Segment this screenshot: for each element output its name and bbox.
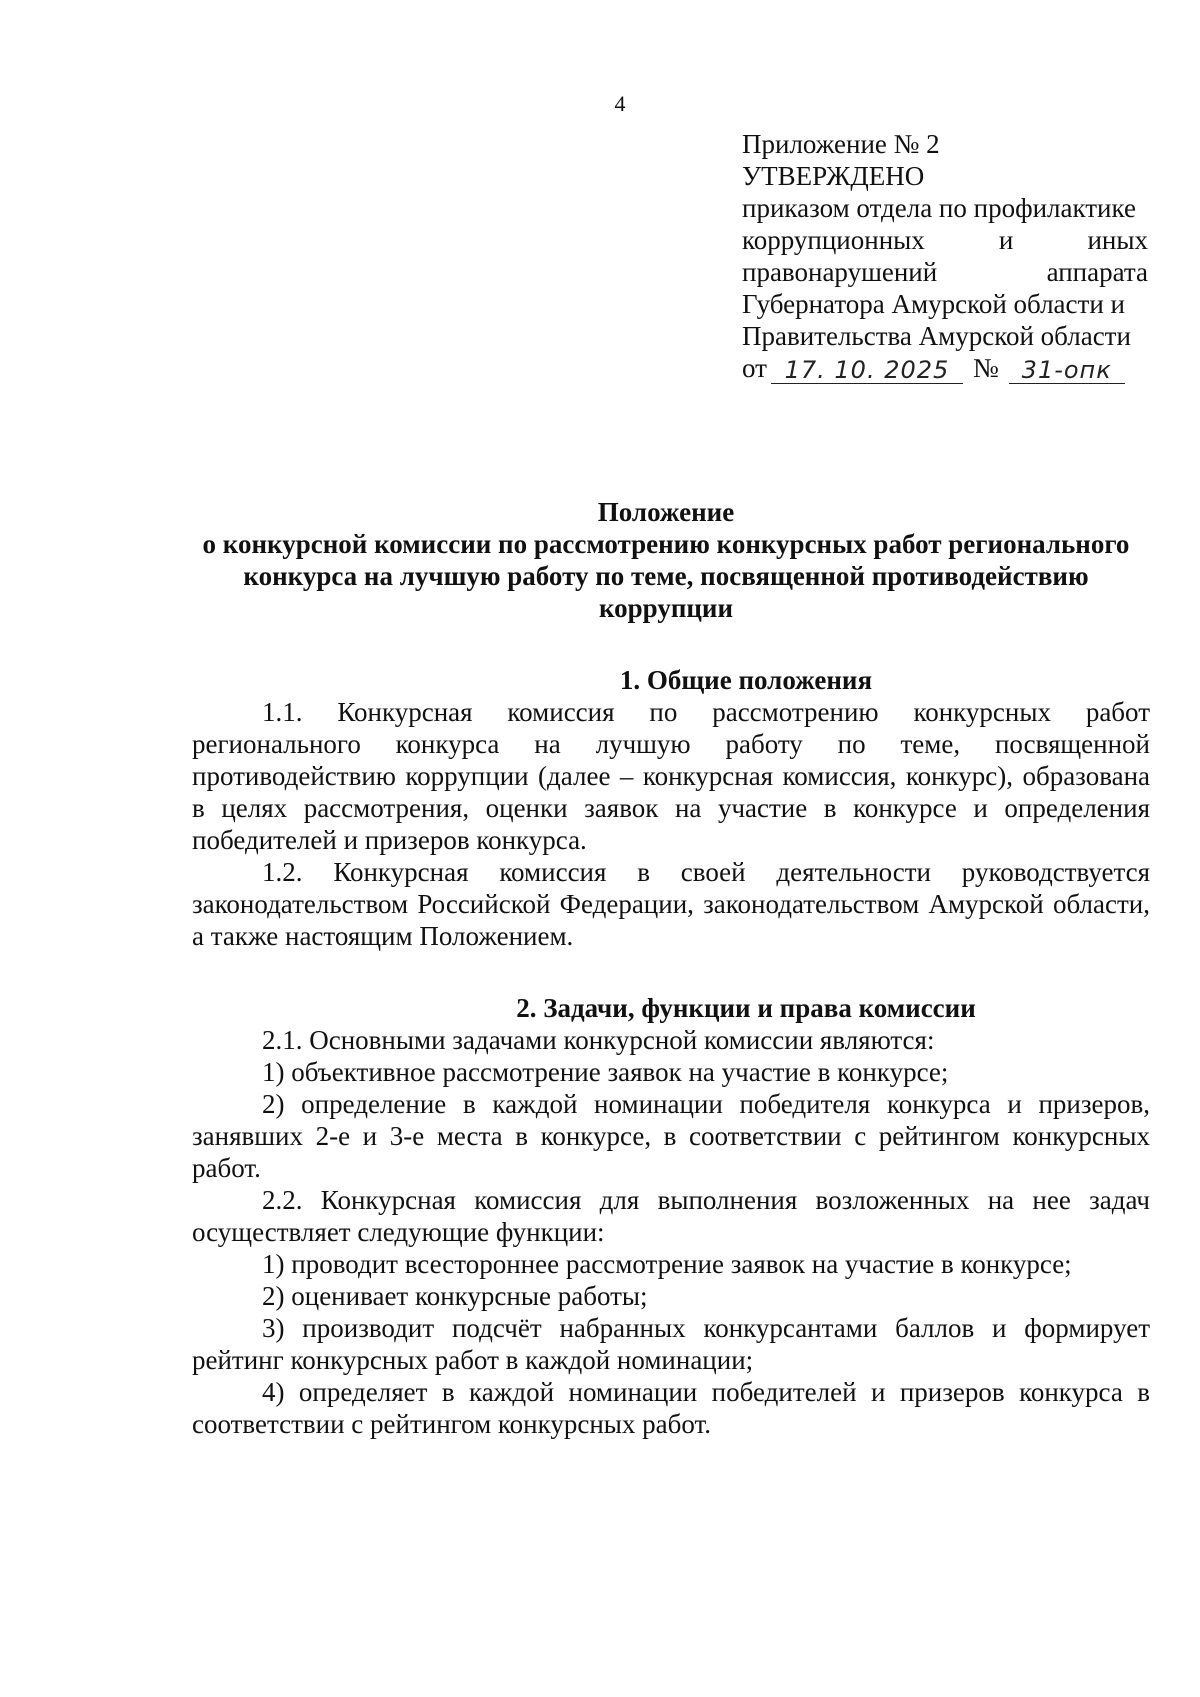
list-item: 1) объективное рассмотрение заявок на участие в конкурсе; xyxy=(262,1057,949,1087)
list-item: 3) производит подсчёт набранных конкурсантами баллов и формирует рейтинг конкурсных работ в каждой номинации; xyxy=(192,1313,1150,1375)
approved-stamp-text: УТВЕРЖДЕНО xyxy=(742,161,925,191)
list-item: 4) определяет в каждой номинации победителей и призеров конкурса в соответствии с рейтингом конкурсных работ. xyxy=(192,1377,1150,1439)
approval-line-4: Губернатора Амурской области и xyxy=(742,289,1125,319)
document-title xyxy=(182,496,1150,624)
approval-block xyxy=(742,128,1148,384)
list-item: 2) оценивает конкурсные работы; xyxy=(262,1281,648,1311)
approval-line-2: коррупционных и иных xyxy=(742,225,1148,255)
paragraph: 1.2. Конкурсная комиссия в своей деятельности руководствуется законодательством Российской Федерации, законодательством Амурской области, а также настоящим Положением. xyxy=(192,857,1150,951)
paragraph: 2.2. Конкурсная комиссия для выполнения возложенных на нее задач осуществляет следующие функции: xyxy=(192,1185,1150,1247)
section-heading: 2. Задачи, функции и права комиссии xyxy=(516,993,976,1023)
list-item: 2) определение в каждой номинации победителя конкурса и призеров, занявших 2-е и 3-е места в конкурсе, в соответствии с рейтингом конкурсных работ. xyxy=(192,1089,1150,1183)
title-line-2: о конкурсной комиссии по рассмотрению конкурсных работ регионального xyxy=(202,529,1130,559)
title-line-4: коррупции xyxy=(598,593,734,623)
date-prefix: от xyxy=(742,353,767,383)
section-general-provisions xyxy=(192,664,1150,952)
page-number: 4 xyxy=(614,91,626,116)
handwritten-date: 17. 10. 2025 xyxy=(771,357,963,384)
approval-line-1: приказом отдела по профилактике xyxy=(742,193,1136,223)
title-line-3: конкурса на лучшую работу по теме, посвященной противодействию xyxy=(243,561,1089,591)
handwritten-order-number: 31-опк xyxy=(1009,357,1125,384)
paragraph: 1.1. Конкурсная комиссия по рассмотрению конкурсных работ регионального конкурса на лучшую работу по теме, посвященной противодействию коррупции (далее – конкурсная комиссия, конкурс), образована в целях рассмотрения, оценки заявок на участие в конкурсе и определения победителей и призеров конкурса. xyxy=(192,697,1150,855)
appendix-label: Приложение № 2 xyxy=(742,129,940,159)
title-line-1: Положение xyxy=(597,497,735,527)
paragraph: 2.1. Основными задачами конкурсной комиссии являются: xyxy=(262,1025,935,1055)
number-prefix: № xyxy=(972,353,999,383)
section-heading: 1. Общие положения xyxy=(619,665,873,695)
approval-date-row xyxy=(742,352,1148,384)
approval-line-3: правонарушений аппарата xyxy=(742,257,1148,287)
approval-line-5: Правительства Амурской области xyxy=(742,321,1131,351)
section-tasks-functions-rights xyxy=(192,992,1150,1440)
list-item: 1) проводит всестороннее рассмотрение заявок на участие в конкурсе; xyxy=(262,1249,1072,1279)
